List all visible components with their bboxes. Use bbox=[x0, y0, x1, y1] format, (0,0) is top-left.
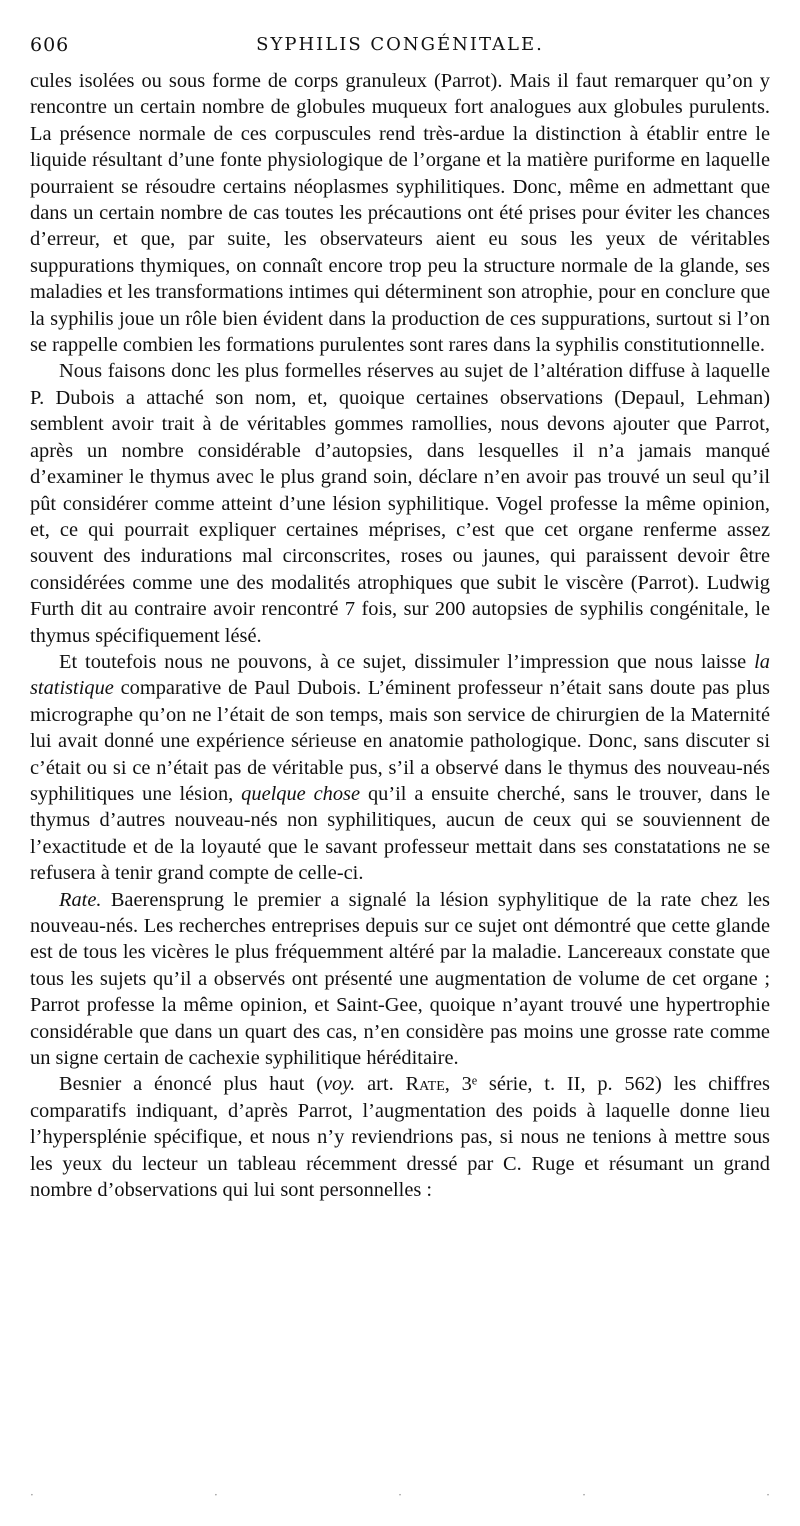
emphasis-statistique: la statistique bbox=[30, 650, 770, 700]
body-text bbox=[30, 68, 770, 1203]
reference-text: art. bbox=[355, 1073, 406, 1096]
scan-bottom-marks bbox=[30, 1488, 770, 1500]
scan-dot: · bbox=[398, 1488, 402, 1502]
scan-dot: · bbox=[214, 1488, 218, 1502]
scan-dot: · bbox=[766, 1488, 770, 1502]
reference-voy: voy. bbox=[323, 1073, 356, 1096]
emphasis-quelque-chose: quelque chose bbox=[241, 782, 361, 805]
reference-article-rate: Rate bbox=[405, 1073, 445, 1096]
paragraph-text: Et toutefois nous ne pouvons, à ce sujet, dissimuler l’impression que nous laisse bbox=[59, 650, 755, 673]
paragraph-text: comparative de Paul Dubois. L’éminent professeur n’était sans doute pas plus micrographe qu’on ne l’était de son temps, mais son service de chirurgien de la Maternité lui avait donné une expérience sérieuse en anatomie pathologique. Donc, sans discuter si c’était ou si ce n’était pas de véritable pus, s’il a observé dans le thymus des nouveau-nés syphilitiques une lésion, bbox=[30, 677, 770, 805]
paragraph-text: les chiffres comparatifs indiquant, d’après Parrot, l’augmentation des poids à laquelle donne lieu l’hypersplénie spécifique, et nous n’y reviendrions pas, si nous ne tenions à mettre sous les yeux du lecteur un tableau récemment dressé par C. Ruge et résumant un grand nombre d’observations qui lui sont personnelles : bbox=[30, 1073, 770, 1202]
running-head bbox=[30, 34, 770, 58]
running-title: SYPHILIS CONGÉNITALE. bbox=[256, 34, 544, 55]
paragraph-text: qu’il a ensuite cherché, sans le trouver, dans le thymus d’autres nouveau-nés non syphilitiques, aucun de ceux qui se souviennent de l’exactitude et de la loyauté que le savant professeur mettait dans ses constatations ne se refusera à tenir grand compte de celle-ci. bbox=[30, 782, 771, 885]
paragraph-dubois-statistics bbox=[30, 649, 770, 887]
section-lead-rate: Rate. bbox=[59, 888, 102, 911]
reference-text: , 3ᵉ série, t. II, p. 562) bbox=[444, 1073, 662, 1096]
scan-dot: · bbox=[582, 1488, 586, 1502]
page-number: 606 bbox=[30, 34, 70, 56]
paragraph-besnier bbox=[30, 1071, 770, 1203]
paragraph-dubois-reserves bbox=[30, 358, 770, 648]
paragraph-text: Besnier a énoncé plus haut ( bbox=[59, 1073, 323, 1096]
paragraph-text: cules isolées ou sous forme de corps granuleux (Parrot). Mais il faut remarquer qu’on y rencontre un certain nombre de globules muqueux fort analogues aux globules purulents. La présence normale de ces corpuscules rend très-ardue la distinction à établir entre le liquide résultant d’une fonte physiologique de l’organe et la matière puriforme en laquelle pourraient se résoudre certains néoplasmes syphilitiques. Donc, même en admettant que dans un certain nombre de cas toutes les précautions ont été prises pour éviter les chances d’erreur, et que, par suite, les observateurs aient eu sous les yeux de véritables suppurations thymiques, on connaît encore trop peu la structure normale de la glande, ses maladies et les transformations intimes qui déterminent son atrophie, pour en conclure que la syphilis joue un rôle bien évident dans la production de ces suppurations, surtout si l’on se rappelle combien les formations purulentes sont rares dans la syphilis constitutionnelle. bbox=[30, 70, 770, 357]
scan-dot: · bbox=[30, 1488, 34, 1502]
paragraph-thymus-suppuration bbox=[30, 68, 770, 358]
paragraph-text: Nous faisons donc les plus formelles réserves au sujet de l’altération diffuse à laquelle P. Dubois a attaché son nom, et, quoique certaines observations (Depaul, Lehman) semblent avoir trait à de véritables gommes ramollies, nous devons ajouter que Parrot, après un nombre considérable d’autopsies, dans lesquelles il n’a jamais manqué d’examiner le thymus avec le plus grand soin, déclare n’en avoir pas trouvé un seul qu’il pût considérer comme atteint d’une lésion syphilitique. Vogel professe la même opinion, et, ce qui pourrait expliquer certaines méprises, c’est que cet organe renferme assez souvent des indurations mal circonscrites, roses ou jaunes, qui paraissent devoir être considérées comme une des modalités atrophiques que subit le viscère (Parrot). Ludwig Furth dit au contraire avoir rencontré 7 fois, sur 200 autopsies de syphilis congénitale, le thymus spécifiquement lésé. bbox=[30, 360, 770, 647]
paragraph-rate bbox=[30, 887, 770, 1072]
paragraph-text: Baerensprung le premier a signalé la lésion syphylitique de la rate chez les nouveau-nés. Les recherches entreprises depuis sur ce sujet ont démontré que cette glande est de tous les vicères le plus fréquemment altéré par la maladie. Lancereaux constate que tous les sujets qu’il a observés ont présenté une augmentation de volume de cet organe ; Parrot professe la même opinion, et Saint-Gee, quoique n’ayant trouvé une hypertrophie considérable que dans un quart des cas, n’en considère pas moins une grosse rate comme un signe certain de cachexie syphilitique héréditaire. bbox=[30, 888, 770, 1070]
